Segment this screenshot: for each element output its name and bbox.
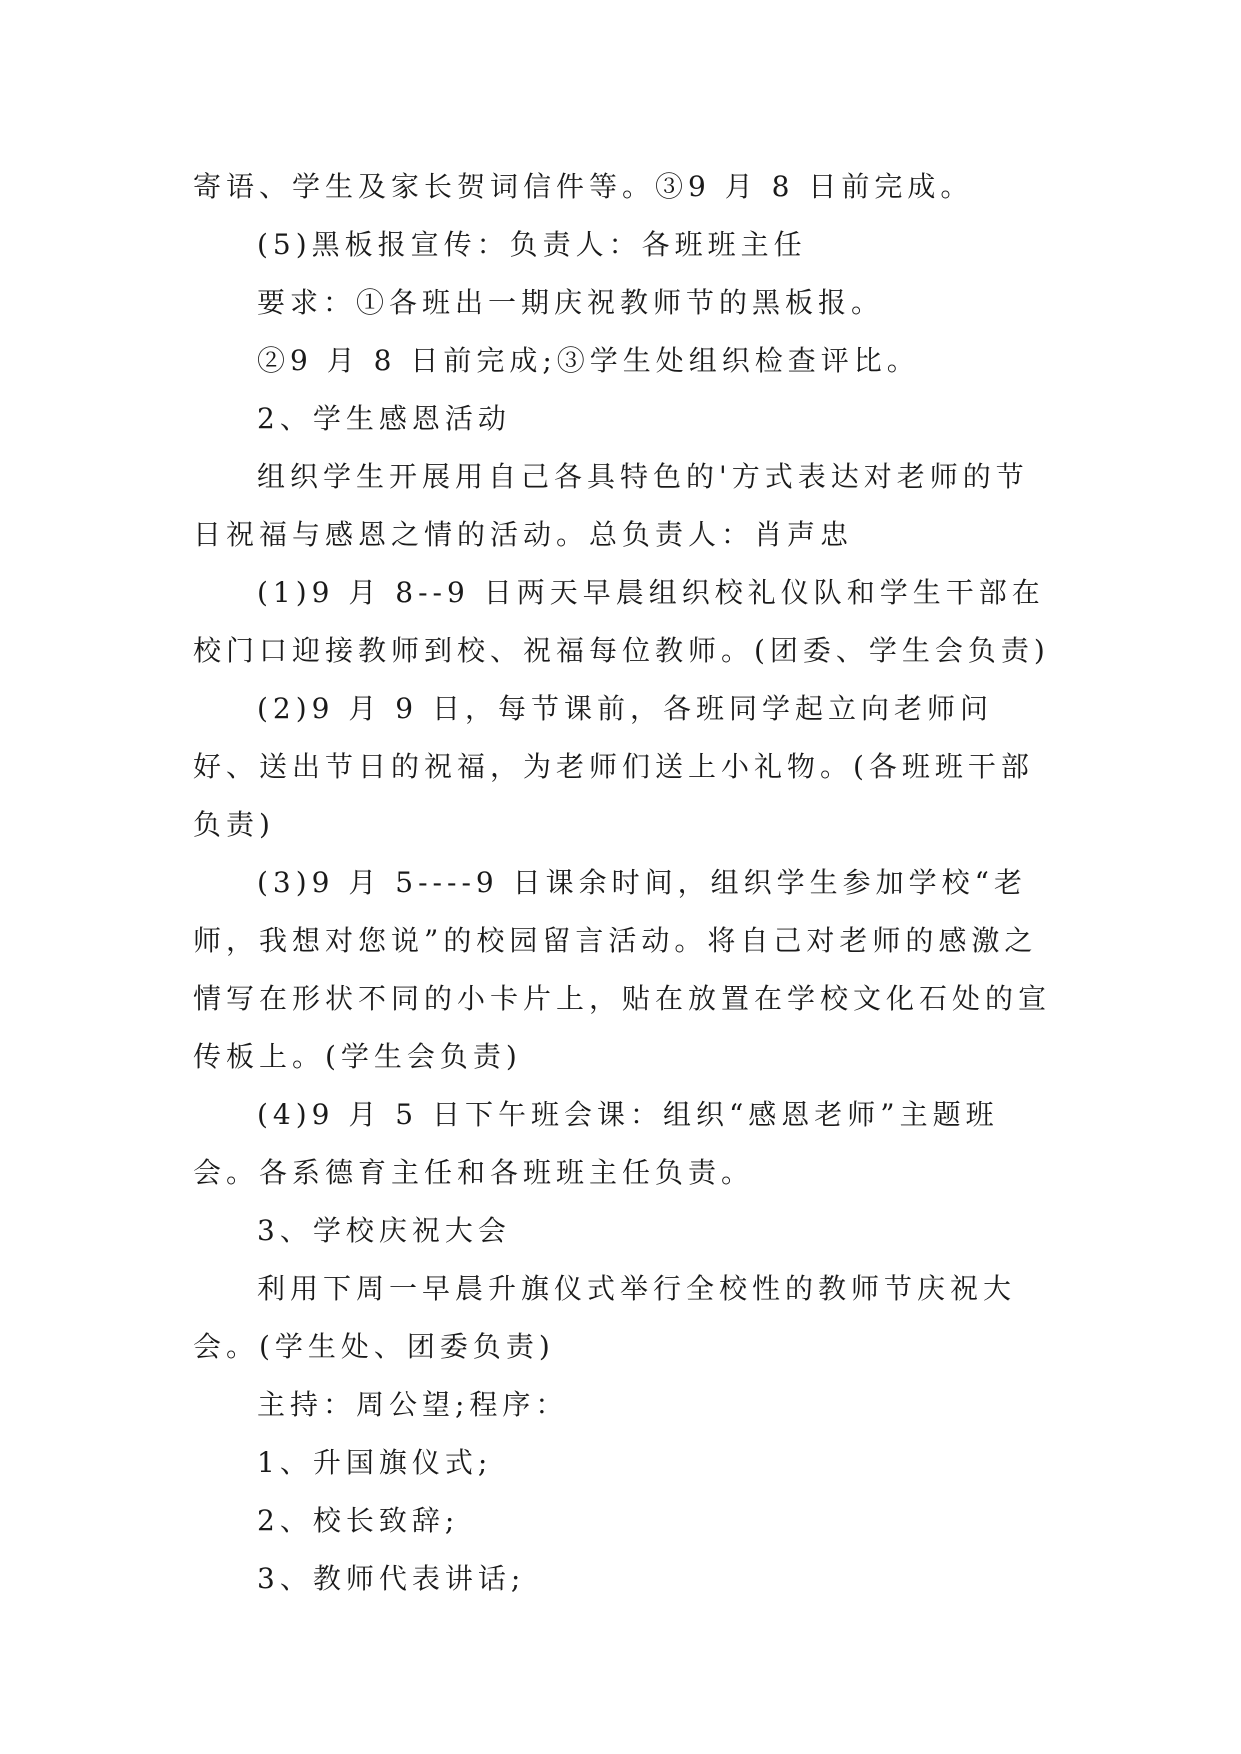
- section-heading-3: 3、学校庆祝大会: [257, 1214, 511, 1247]
- paragraph-9: (3)9 月 5----9 日课余时间，组织学生参加学校“老师，我想对您说”的校园留言活动。将自己对老师的感激之情写在形状不同的小卡片上，贴在放置在学校文化石处的宣传板上。(学生会负责): [193, 866, 1052, 1073]
- paragraph-3: 要求：①各班出一期庆祝教师节的黑板报。: [257, 286, 885, 319]
- paragraph-7: (1)9 月 8--9 日两天早晨组织校礼仪队和学生干部在校门口迎接教师到校、祝福每位教师。(团委、学生会负责): [193, 576, 1050, 667]
- list-item-2: 2、校长致辞;: [257, 1504, 460, 1537]
- list-item-1: 1、升国旗仪式;: [257, 1446, 493, 1479]
- paragraph-10: (4)9 月 5 日下午班会课：组织“感恩老师”主题班会。各系德育主任和各班班主任负责。: [193, 1098, 999, 1189]
- paragraph-6: 组织学生开展用自己各具特色的'方式表达对老师的节日祝福与感恩之情的活动。总负责人：肖声忠: [193, 460, 1029, 551]
- section-heading-2: 2、学生感恩活动: [257, 402, 511, 435]
- paragraph-4: ②9 月 8 日前完成;③学生处组织检查评比。: [257, 344, 920, 377]
- paragraph-13: 主持：周公望;程序：: [257, 1388, 569, 1421]
- paragraph-12: 利用下周一早晨升旗仪式举行全校性的教师节庆祝大会。(学生处、团委负责): [193, 1272, 1017, 1363]
- paragraph-2: (5)黑板报宣传：负责人：各班班主任: [257, 228, 807, 261]
- document-body: [193, 158, 1055, 1608]
- paragraph-1: 寄语、学生及家长贺词信件等。③9 月 8 日前完成。: [193, 170, 974, 203]
- paragraph-8: (2)9 月 9 日，每节课前，各班同学起立向老师问好、送出节日的祝福，为老师们送上小礼物。(各班班干部负责): [193, 692, 1034, 841]
- list-item-3: 3、教师代表讲话;: [257, 1562, 526, 1595]
